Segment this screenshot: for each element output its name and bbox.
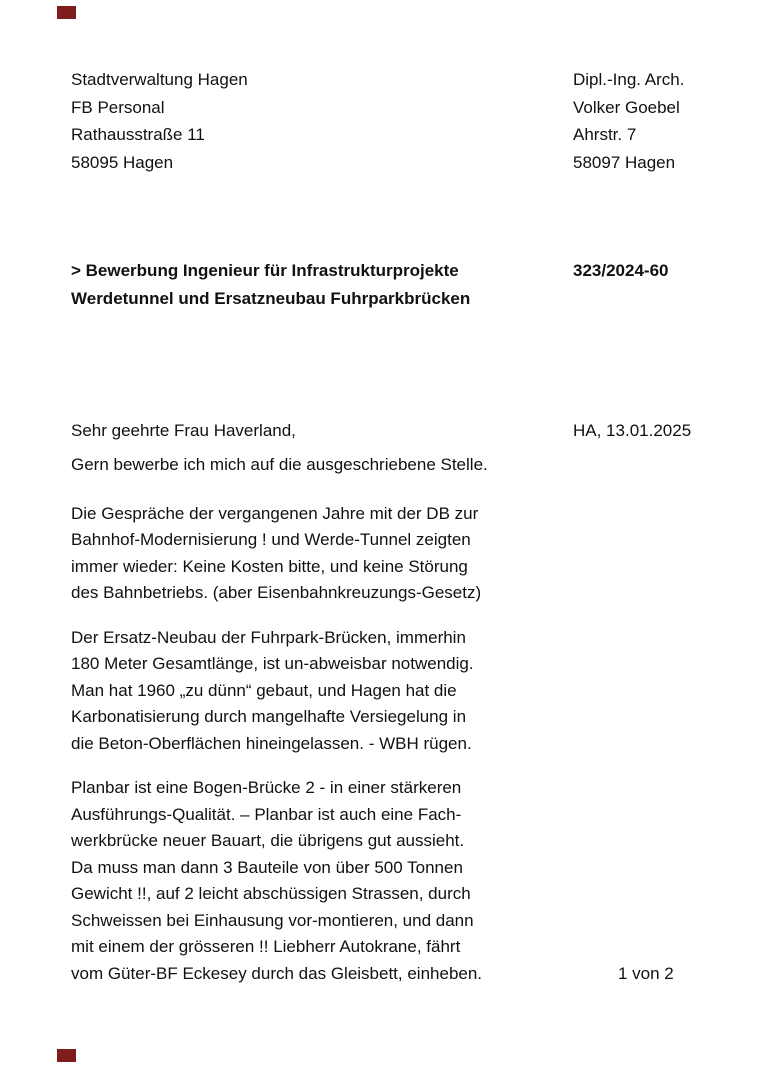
recipient-address-line: 58095 Hagen bbox=[71, 153, 174, 173]
body-line: Karbonatisierung durch mangelhafte Versiegelung in bbox=[71, 707, 467, 726]
body-line: Planbar ist eine Bogen-Brücke 2 - in einer stärkeren bbox=[71, 778, 462, 797]
subject-row bbox=[71, 257, 763, 285]
subject-line-2: Werdetunnel und Ersatzneubau Fuhrparkbrücken bbox=[71, 288, 471, 308]
body-line: Bahnhof-Modernisierung ! und Werde-Tunnel zeigten bbox=[71, 530, 471, 549]
body-line: Da muss man dann 3 Bauteile von über 500 Tonnen bbox=[71, 857, 463, 877]
body-line: Ausführungs-Qualität. – Planbar ist auch eine Fach- bbox=[71, 804, 462, 824]
sender-address-line: Ahrstr. 7 bbox=[573, 125, 637, 145]
body-line: vom Güter-BF Eckesey durch das Gleisbett, einheben. bbox=[71, 963, 483, 983]
body-line: immer wieder: Keine Kosten bitte, und keine Störung bbox=[71, 556, 468, 576]
body-line: mit einem der grösseren !! Liebherr Autokrane, fährt bbox=[71, 937, 461, 956]
salutation: Sehr geehrte Frau Haverland, bbox=[71, 421, 296, 440]
recipient-address bbox=[71, 66, 248, 177]
body-line: Man hat 1960 „zu dünn“ gebaut, und Hagen hat die bbox=[71, 680, 457, 700]
sender-address-line: Dipl.-Ing. Arch. bbox=[573, 70, 685, 89]
body-line: Schweissen bei Einhausung vor-montieren, und dann bbox=[71, 910, 474, 930]
reference-number: 323/2024-60 bbox=[573, 261, 669, 280]
body-line: Gern bewerbe ich mich auf die ausgeschriebene Stelle. bbox=[71, 455, 488, 474]
body-line: Der Ersatz-Neubau der Fuhrpark-Brücken, immerhin bbox=[71, 627, 466, 647]
corner-mark-top bbox=[57, 6, 76, 19]
recipient-address-line: Stadtverwaltung Hagen bbox=[71, 70, 248, 89]
sender-address bbox=[573, 66, 685, 177]
subject-block bbox=[71, 257, 763, 312]
paragraph bbox=[71, 625, 488, 758]
letter-body bbox=[71, 452, 488, 1005]
paragraph bbox=[71, 775, 488, 987]
page-number: 1 von 2 bbox=[618, 964, 674, 983]
recipient-address-line: FB Personal bbox=[71, 97, 165, 117]
body-line: des Bahnbetriebs. (aber Eisenbahnkreuzungs-Gesetz) bbox=[71, 583, 482, 602]
sender-address-line: Volker Goebel bbox=[573, 97, 680, 117]
body-line: Gewicht !!, auf 2 leicht abschüssigen Strassen, durch bbox=[71, 884, 471, 903]
recipient-address-line: Rathausstraße 11 bbox=[71, 125, 205, 145]
paragraph bbox=[71, 452, 488, 479]
salutation-row bbox=[71, 418, 763, 445]
paragraph bbox=[71, 501, 488, 607]
corner-mark-bottom bbox=[57, 1049, 76, 1062]
body-line: 180 Meter Gesamtlänge, ist un-abweisbar notwendig. bbox=[71, 654, 474, 673]
sender-address-line: 58097 Hagen bbox=[573, 153, 676, 173]
body-line: werkbrücke neuer Bauart, die übrigens gut aussieht. bbox=[71, 831, 465, 850]
body-line: die Beton-Oberflächen hineingelassen. - WBH rügen. bbox=[71, 733, 472, 753]
body-line: Die Gespräche der vergangenen Jahre mit der DB zur bbox=[71, 503, 479, 523]
subject-line-1: > Bewerbung Ingenieur für Infrastrukturprojekte bbox=[71, 261, 459, 280]
letter-date: HA, 13.01.2025 bbox=[573, 421, 692, 440]
